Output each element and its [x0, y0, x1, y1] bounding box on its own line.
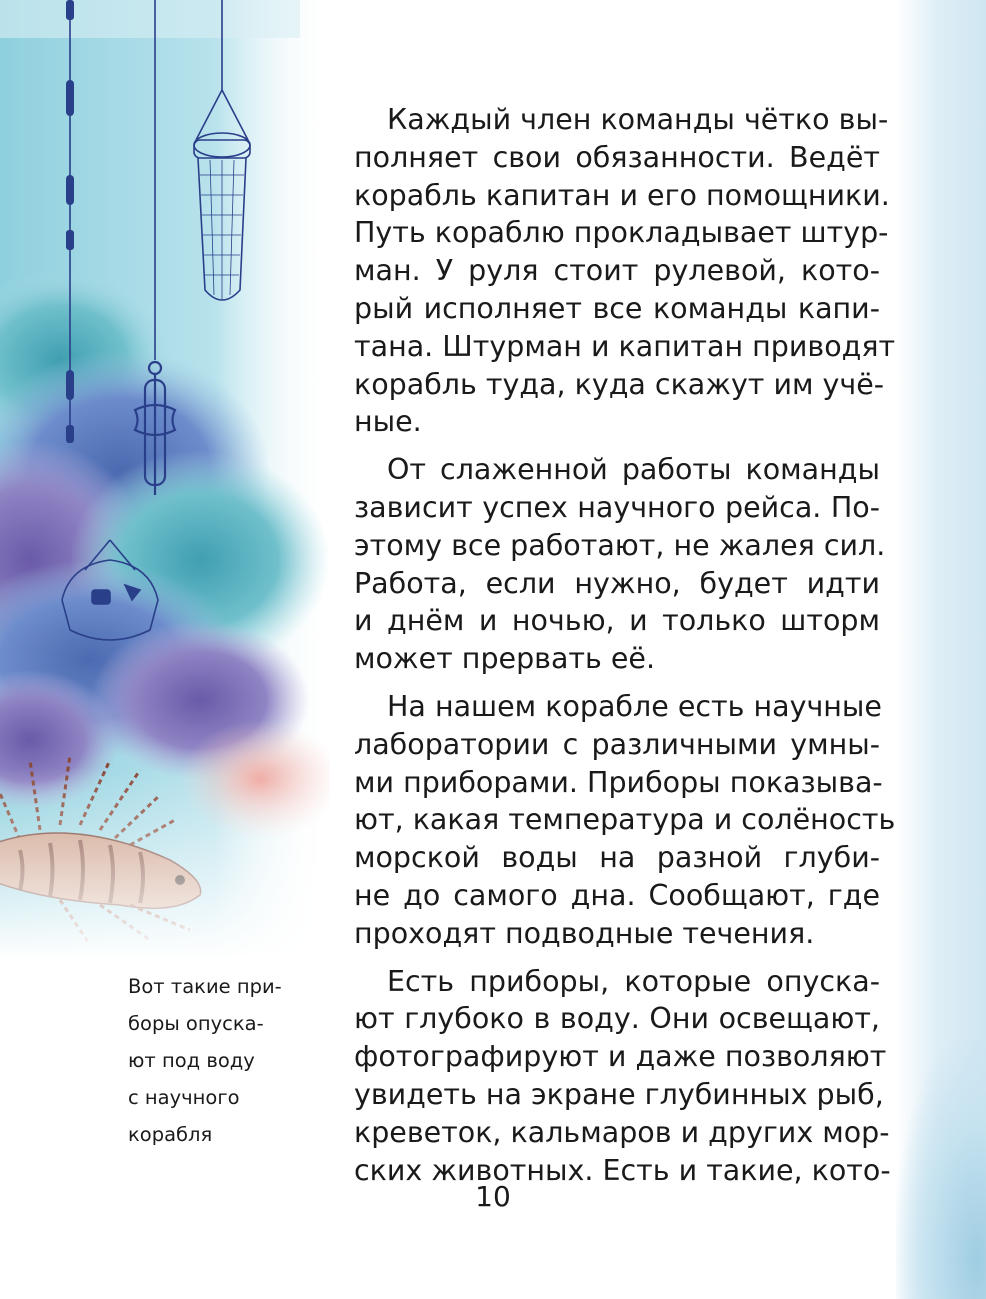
text-line: не до самого дна. Сообщают, где: [354, 878, 880, 912]
text-line: фотографируют и даже позволяют: [354, 1040, 887, 1074]
text-line: ют, какая температура и солёность: [354, 803, 896, 837]
caption-line: с научного: [128, 1086, 240, 1109]
paragraph: [354, 101, 896, 441]
text-line: морской воды на разной глуби-: [354, 841, 880, 875]
text-line: ют глубоко в воду. Они освещают,: [354, 1002, 880, 1036]
text-line: лаборатории с различными умны-: [354, 727, 880, 761]
text-line: Работа, если нужно, будет идти: [354, 566, 880, 600]
text-line: креветок, кальмаров и других мор-: [354, 1115, 890, 1149]
text-line: корабль капитан и его помощники.: [354, 178, 890, 212]
text-line: проходят подводные течения.: [354, 916, 815, 950]
text-line: ман. У руля стоит рулевой, кото-: [354, 254, 880, 288]
text-line: этому все работают, не жалея сил.: [354, 528, 886, 562]
text-line: Есть приборы, которые опуска-: [387, 964, 880, 998]
text-line: зависит успех научного рейса. По-: [354, 490, 880, 524]
text-line: Путь кораблю прокладывает штур-: [354, 216, 889, 250]
paragraph: [354, 451, 886, 678]
sea-illustration: [0, 0, 330, 960]
page-number: 10: [475, 1180, 511, 1213]
main-text: [354, 101, 896, 1199]
text-line: увидеть на экране глубинных рыб,: [354, 1077, 884, 1111]
text-line: ми приборами. Приборы показыва-: [354, 765, 883, 799]
paragraph: [354, 688, 896, 953]
text-line: рый исполняет все команды капи-: [354, 291, 880, 325]
text-line: и днём и ночью, и только шторм: [354, 604, 880, 638]
text-line: тана. Штурман и капитан приводят: [354, 329, 896, 363]
caption-line: Вот такие при-: [128, 975, 282, 998]
watercolor-stain: [896, 1039, 986, 1299]
right-edge-decoration: [896, 0, 986, 1299]
illustration-caption: [128, 968, 298, 1153]
caption-line: боры опуска-: [128, 1012, 264, 1035]
caption-line: ют под воду: [128, 1049, 255, 1072]
text-line: От слаженной работы команды: [387, 453, 880, 487]
paragraph: [354, 963, 891, 1190]
text-line: Каждый член команды чётко вы-: [387, 103, 889, 136]
text-line: На нашем корабле есть научные: [387, 689, 882, 723]
text-line: ные.: [354, 405, 422, 439]
text-line: полняет свои обязанности. Ведёт: [354, 140, 880, 174]
text-line: может прервать её.: [354, 642, 656, 676]
text-line: ских животных. Есть и такие, кото-: [354, 1153, 891, 1187]
caption-line: корабля: [128, 1123, 213, 1146]
text-line: корабль туда, куда скажут им учё-: [354, 367, 885, 401]
